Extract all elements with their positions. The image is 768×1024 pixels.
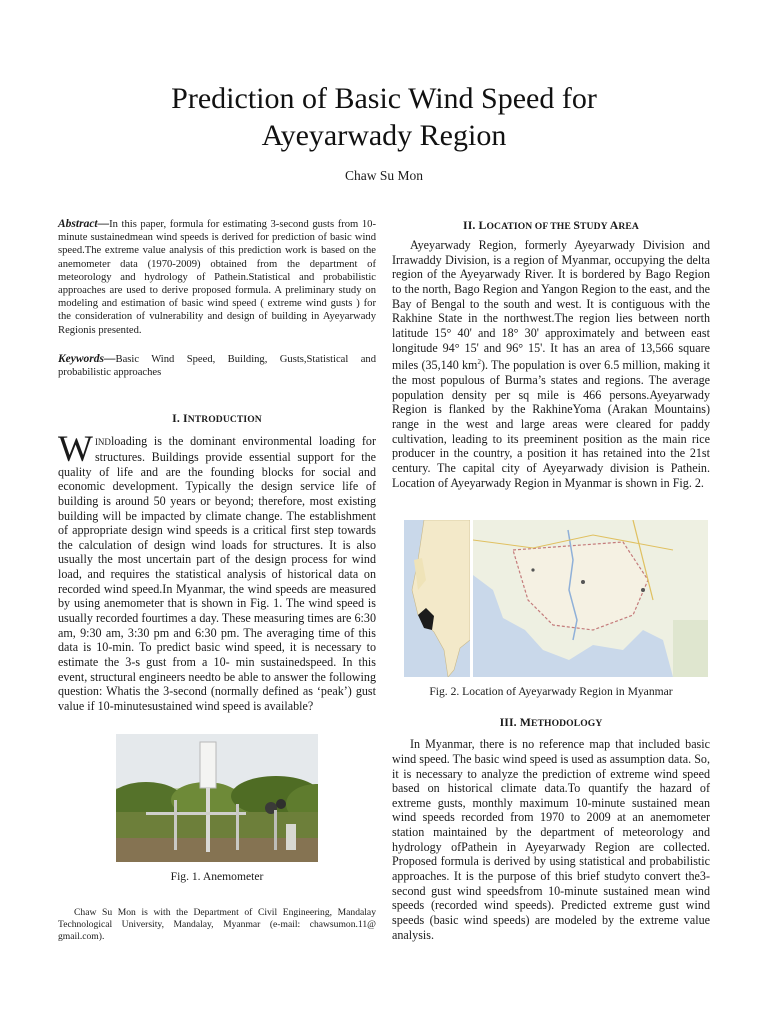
location-text-1: Ayeyarwady Region, formerly Ayeyarwady Division and Irrawaddy Division, is a region of Myanmar, occupying the delta region of the Ayeyarwady River. It is bordered by Bago Region to the north, Bago Region and Yangon Region to the east, and the Bay of Bengal to the south and west. It is contiguous with the Rakhine State in the northwest.The region lies between north latitude 15° 40' and 18° 30' approximately and between east longitude 94° 15' and 96° 15'. It has an area of 13,566 square miles (35,140 km — [392, 238, 710, 373]
section-heading-location — [392, 218, 710, 233]
anemometer-illustration — [116, 734, 318, 862]
section1-initial: I — [182, 411, 188, 426]
dropcap-continuation: IND — [94, 437, 111, 448]
author-footnote: Chaw Su Mon is with the Department of Civil Engineering, Mandalay Technological University, Mandalay, Myanmar (e-mail: chawsumon.11@ gmail.com). — [58, 906, 376, 942]
section3-initial: M — [519, 715, 532, 730]
paper-title — [0, 80, 768, 154]
section2-number: II. — [463, 218, 476, 232]
section2-rest-3: REA — [618, 221, 639, 232]
drop-cap: W — [58, 429, 93, 471]
myanmar-map-illustration — [404, 520, 470, 677]
methodology-paragraph: In Myanmar, there is no reference map that included basic wind speed. The basic wind speed is used as assumption data. So, it is necessary to analyze the prediction of extreme wind speed based on historical climate data.To quantify the hazard of extreme gusts, monthly maximum 10-minute sustained mean wind speeds recorded from 1970 to 2009 at an anemometer station maintained by the department of meteorology and hydrology ofPathein in Ayeyarwady Region are collected. Proposed formula is derived by using statistical and probabilistic approaches. It is the purpose of this brief studyto convert the3-second gust wind speedsfrom 10-minute sustained mean wind speeds (recorded wind speeds). Predicted extreme gust wind speeds (basic wind speeds) are modeled by the extreme value analysis. — [392, 737, 710, 942]
keywords-lead-word: Keywords — [58, 352, 104, 365]
section-heading-methodology — [392, 715, 710, 730]
abstract-dash: — — [97, 218, 110, 230]
location-map — [404, 520, 708, 677]
keywords-text: Basic Wind Speed, Building, Gusts,Statistical and probabilistic approaches — [58, 353, 376, 379]
section1-number: I. — [172, 411, 180, 426]
introduction-text: loading is the dominant environmental loading for structures. Buildings provide essential support for the quality of life and are the founding blocks for social and economic development. Typically the design service life of building is around 50 years or beyond; therefore, most existing building will be impacted by climate change. The establishment of appropriate design wind speeds is a critical first step towards the calculation of design wind loads for structures. It is also usually the most uncertain part of the design process for wind load, and requires the statistical analysis of historical data on recorded wind speed.In Myanmar, the wind speeds are measured by using anemometer that is shown in Fig. 1. The wind speed is usually recorded fourtimes a day. These measuring times are 6:30 am, 9:30 am, 3:30 pm and 6:30 pm. The averaging time of this data is 10-min. To predict basic wind speed, it is necessary to estimate the 3-s gust from a 10- min sustainedspeed. In this event, structural engineers needto be able to answer the following question: Whatis the 3-second (normally defined as ‘peak’) gust value if 10-minutesustained wind speed is available? — [58, 434, 376, 714]
section2-initial: L — [478, 218, 487, 232]
abstract-text: In this paper, formula for estimating 3-second gusts from 10-minute sustainedmean wind speeds is derived for prediction of basic wind speed.The extreme value analysis of this prediction work is based on the anemometer data (1970-2009) obtained from the department of meteorology and hydrology of Pathein.Statistical and probabilistic approaches are used to derive proposed formula. A preliminary study on modeling and estimation of basic wind speed ( extreme wind gusts ) for the consideration of vulnerability and design of building in Ayeyarwady Regionis presented. — [58, 219, 376, 336]
superscript-2: 2 — [477, 358, 481, 367]
keywords-dash: — — [104, 352, 116, 365]
section-heading-introduction — [58, 411, 376, 426]
author-name: Chaw Su Mon — [344, 168, 423, 183]
section2-rest-2: TUDY — [580, 221, 610, 232]
section2-initial-3: A — [609, 218, 619, 232]
location-text-2: ). The population is over 6.5 million, making it the most populous of Burma’s states and regions. The average population density per sq mile is 466 persons.Ayeyarwady Region is flanked by the RakhineYoma (Arakan Mountains) range in the west and large areas were cleared for paddy cultivation, leading to its preeminent position as the main rice producer in the country, a position it has retained into the 21st century. The capital city of Ayeyarwady division is Pathein. Location of Ayeyarwady Region in Myanmar is shown in Fig. 2. — [392, 358, 710, 490]
location-paragraph — [392, 238, 710, 490]
right-column — [392, 218, 710, 942]
figure-2-caption: Fig. 2. Location of Ayeyarwady Region in Myanmar — [429, 685, 673, 699]
introduction-paragraph — [58, 429, 376, 714]
section1-rest: NTRODUCTION — [187, 414, 262, 426]
title-line-2: Ayeyarwady Region — [261, 119, 507, 152]
abstract-lead-word: Abstract — [58, 218, 98, 230]
section2-rest-1: OCATION OF THE — [486, 221, 574, 232]
title-line-1: Prediction of Basic Wind Speed for — [171, 82, 597, 115]
figure-1-caption: Fig. 1. Anemometer — [170, 869, 264, 883]
region-map-illustration — [473, 520, 708, 677]
keywords — [58, 353, 376, 379]
left-column — [58, 218, 376, 952]
abstract-lead — [58, 218, 109, 230]
abstract — [58, 218, 376, 337]
ayeyarwady-detail-map — [473, 520, 708, 677]
anemometer-photo — [116, 734, 318, 862]
section3-number: III. — [499, 715, 517, 730]
keywords-lead — [58, 353, 116, 365]
section3-rest: ETHODOLOGY — [531, 718, 603, 730]
section2-initial-2: S — [573, 218, 581, 232]
myanmar-overview-map — [404, 520, 470, 677]
